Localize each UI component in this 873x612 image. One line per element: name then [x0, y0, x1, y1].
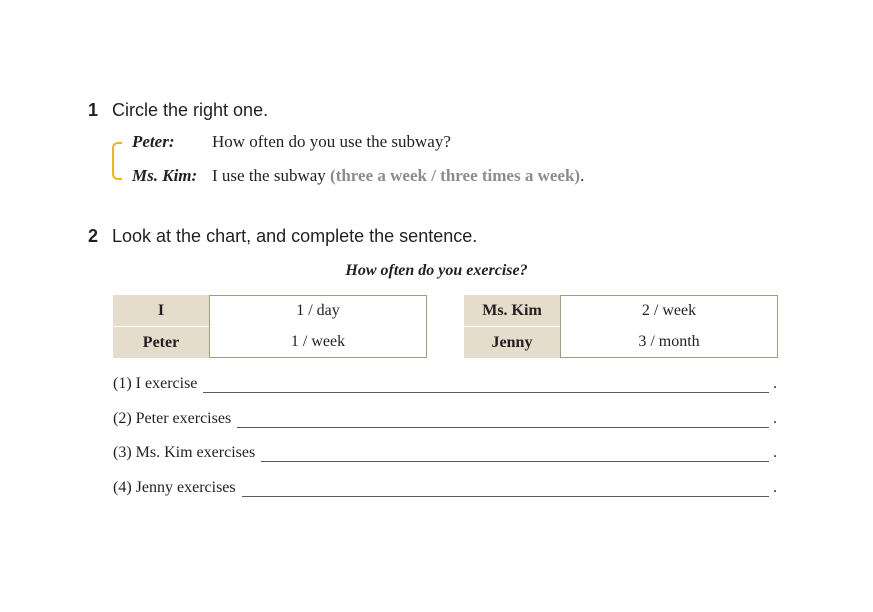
answer-blank[interactable] [242, 478, 769, 497]
names-column [113, 295, 209, 358]
sentence-4 [113, 478, 777, 497]
values-column [560, 295, 778, 358]
question-2-number: 2 [88, 226, 99, 246]
dialog-line-peter [132, 132, 451, 152]
name-cell: Ms. Kim [482, 301, 542, 319]
question-1-instruction: Circle the right one. [112, 100, 269, 120]
value-cell: 1 / day [296, 302, 340, 320]
dialog-box [112, 130, 712, 190]
sentence-period: . [773, 479, 777, 496]
sentence-3 [113, 443, 777, 462]
value-cell: 3 / month [638, 332, 700, 350]
sentence-prompt: (2) Peter exercises [113, 410, 232, 427]
question-2-instruction: Look at the chart, and complete the sentence. [112, 226, 478, 246]
speaker-peter: Peter: [132, 132, 175, 151]
name-cell: Peter [113, 326, 209, 358]
value-cell: 2 / week [641, 302, 697, 320]
dialog-text-after: . [580, 166, 585, 185]
bracket-icon [112, 142, 122, 180]
sentence-prompt: (3) Ms. Kim exercises [113, 444, 256, 461]
chart-title: How often do you exercise? [345, 262, 528, 279]
name-cell: Jenny [464, 326, 560, 358]
sentence-2 [113, 409, 777, 428]
answer-blank[interactable] [261, 443, 769, 462]
sentence-period: . [773, 444, 777, 461]
dialog-text-before: I use the subway [212, 166, 331, 185]
answer-blank[interactable] [237, 409, 769, 428]
dialog-text-ms-kim [212, 166, 584, 186]
values-column [209, 295, 427, 358]
names-column [464, 295, 560, 358]
sentence-1 [113, 374, 777, 393]
dialog-line-ms-kim [132, 166, 584, 186]
frequency-table-left [113, 295, 427, 358]
dialog-text-peter: How often do you use the subway? [212, 132, 451, 151]
choice-options[interactable]: (three a week / three times a week) [330, 166, 581, 185]
sentence-period: . [773, 375, 777, 392]
sentence-prompt: (4) Jenny exercises [113, 479, 236, 496]
name-cell: I [157, 301, 165, 319]
answer-blank[interactable] [203, 374, 769, 393]
sentence-prompt: (1) I exercise [113, 375, 198, 392]
question-1-number: 1 [88, 100, 99, 120]
sentence-period: . [773, 410, 777, 427]
question-1-heading [88, 100, 268, 121]
speaker-ms-kim: Ms. Kim: [132, 166, 198, 185]
question-2-heading [88, 226, 477, 247]
frequency-table-right [464, 295, 778, 358]
value-cell: 1 / week [290, 332, 346, 350]
